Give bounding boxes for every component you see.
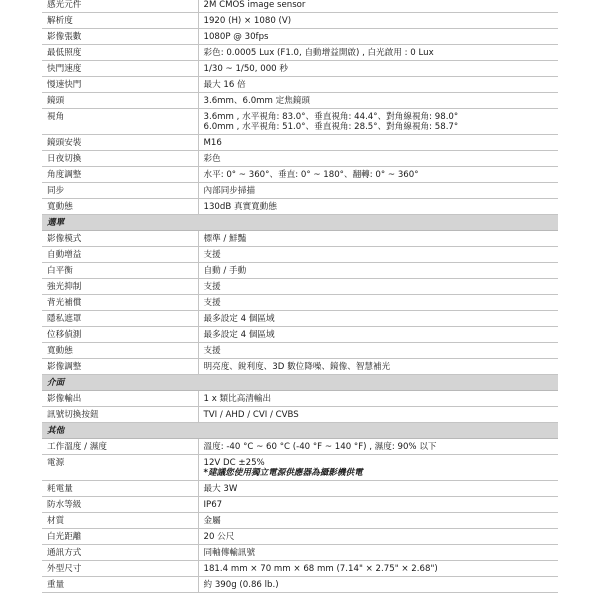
spec-value-line: 最多設定 4 個區域 xyxy=(203,330,275,340)
spec-value-line: 181.4 mm × 70 mm × 68 mm (7.14" × 2.75" × 2.68") xyxy=(203,564,438,574)
spec-key: 解析度 xyxy=(42,13,198,29)
spec-row xyxy=(42,77,558,93)
spec-value xyxy=(198,311,558,327)
spec-row xyxy=(42,167,558,183)
spec-key: 慢速快門 xyxy=(42,77,198,93)
spec-value xyxy=(198,93,558,109)
spec-value-line: IP67 xyxy=(203,500,223,510)
spec-row xyxy=(42,61,558,77)
spec-key: 白光距離 xyxy=(42,529,198,545)
spec-value xyxy=(198,77,558,93)
spec-value xyxy=(198,279,558,295)
spec-key: 同步 xyxy=(42,183,198,199)
spec-table xyxy=(42,0,558,593)
spec-value-line: 內部同步掃描 xyxy=(203,186,256,196)
spec-key: 寬動態 xyxy=(42,199,198,215)
spec-value-line: 支援 xyxy=(203,250,221,260)
spec-value xyxy=(198,529,558,545)
spec-row xyxy=(42,407,558,423)
spec-key: 背光補償 xyxy=(42,295,198,311)
spec-key: 角度調整 xyxy=(42,167,198,183)
spec-value-line: 20 公尺 xyxy=(203,532,235,542)
spec-key: 影像張數 xyxy=(42,29,198,45)
spec-key: 強光抑制 xyxy=(42,279,198,295)
spec-key: 重量 xyxy=(42,577,198,593)
spec-key: 外型尺寸 xyxy=(42,561,198,577)
spec-value xyxy=(198,455,558,481)
spec-value xyxy=(198,13,558,29)
spec-row xyxy=(42,295,558,311)
spec-value xyxy=(198,29,558,45)
spec-row xyxy=(42,13,558,29)
spec-row xyxy=(42,455,558,481)
spec-value-line: 支援 xyxy=(203,282,221,292)
spec-key: 電源 xyxy=(42,455,198,481)
spec-value-line: 130dB 真實寬動態 xyxy=(203,202,277,212)
spec-key: 寬動態 xyxy=(42,343,198,359)
spec-row xyxy=(42,327,558,343)
spec-value xyxy=(198,545,558,561)
spec-value xyxy=(198,513,558,529)
spec-table-body xyxy=(42,0,558,593)
spec-row xyxy=(42,199,558,215)
spec-key: 防水等級 xyxy=(42,497,198,513)
spec-value-line: 3.6mm、6.0mm 定焦鏡頭 xyxy=(203,96,311,106)
spec-row xyxy=(42,359,558,375)
spec-row xyxy=(42,391,558,407)
spec-row xyxy=(42,0,558,13)
spec-row xyxy=(42,545,558,561)
spec-value-line: 約 390g (0.86 lb.) xyxy=(203,580,279,590)
spec-key: 快門速度 xyxy=(42,61,198,77)
spec-note: *建議您使用獨立電源供應器為攝影機供電 xyxy=(203,468,363,478)
spec-value xyxy=(198,481,558,497)
spec-value xyxy=(198,135,558,151)
spec-row xyxy=(42,151,558,167)
spec-row xyxy=(42,343,558,359)
spec-key: 自動增益 xyxy=(42,247,198,263)
spec-value xyxy=(198,45,558,61)
spec-row xyxy=(42,231,558,247)
spec-key: 最低照度 xyxy=(42,45,198,61)
spec-value-line: 標準 / 鮮豔 xyxy=(203,234,247,244)
spec-value-line: 支援 xyxy=(203,346,221,356)
spec-value-line: 1/30 ~ 1/50, 000 秒 xyxy=(203,64,288,74)
spec-value-line: M16 xyxy=(203,138,222,148)
spec-value-line: 彩色: 0.0005 Lux (F1.0, 自動增益開啟) , 白光啟用 : 0 Lux xyxy=(203,48,434,58)
spec-value-line: 1920 (H) × 1080 (V) xyxy=(203,16,292,26)
spec-row xyxy=(42,279,558,295)
spec-row xyxy=(42,29,558,45)
spec-value-line: 彩色 xyxy=(203,154,221,164)
spec-value-line: 最大 3W xyxy=(203,484,238,494)
spec-value xyxy=(198,577,558,593)
spec-value xyxy=(198,327,558,343)
section-title: 介面 xyxy=(42,375,558,391)
spec-value xyxy=(198,199,558,215)
spec-key: 影像輸出 xyxy=(42,391,198,407)
spec-value xyxy=(198,247,558,263)
spec-row xyxy=(42,45,558,61)
spec-key: 感光元件 xyxy=(42,0,198,13)
spec-row xyxy=(42,109,558,135)
spec-row xyxy=(42,439,558,455)
spec-row xyxy=(42,561,558,577)
spec-value xyxy=(198,439,558,455)
spec-key: 隱私遮罩 xyxy=(42,311,198,327)
spec-row xyxy=(42,311,558,327)
spec-key: 位移偵測 xyxy=(42,327,198,343)
spec-value-line: 自動 / 手動 xyxy=(203,266,247,276)
spec-value-line: 同軸傳輸訊號 xyxy=(203,548,256,558)
spec-value xyxy=(198,0,558,13)
section-header xyxy=(42,215,558,231)
spec-key: 影像模式 xyxy=(42,231,198,247)
spec-value-line: 12V DC ±25% xyxy=(203,458,265,468)
spec-row xyxy=(42,577,558,593)
spec-value xyxy=(198,359,558,375)
section-header xyxy=(42,423,558,439)
spec-row xyxy=(42,481,558,497)
spec-key: 材質 xyxy=(42,513,198,529)
spec-value-line: 支援 xyxy=(203,298,221,308)
spec-row xyxy=(42,513,558,529)
spec-value xyxy=(198,343,558,359)
spec-value-line: 明亮度、銳利度、3D 數位降噪、鏡像、智慧補光 xyxy=(203,362,391,372)
spec-row xyxy=(42,529,558,545)
spec-key: 鏡頭 xyxy=(42,93,198,109)
section-header xyxy=(42,375,558,391)
spec-key: 影像調整 xyxy=(42,359,198,375)
spec-value-line: 1080P @ 30fps xyxy=(203,32,269,42)
spec-value-line: 金屬 xyxy=(203,516,221,526)
spec-key: 白平衡 xyxy=(42,263,198,279)
spec-value xyxy=(198,61,558,77)
spec-value-line: 2M CMOS image sensor xyxy=(203,0,306,10)
spec-value-line: 水平: 0° ~ 360°、垂直: 0° ~ 180°、翻轉: 0° ~ 360° xyxy=(203,170,419,180)
section-title: 選單 xyxy=(42,215,558,231)
spec-value xyxy=(198,263,558,279)
spec-value-line: 3.6mm , 水平視角: 83.0°、垂直視角: 44.4°、對角線視角: 98.0° xyxy=(203,112,459,122)
spec-row xyxy=(42,183,558,199)
spec-value-line: 最大 16 倍 xyxy=(203,80,246,90)
spec-value-line: 溫度: -40 °C ~ 60 °C (-40 °F ~ 140 °F) , 濕度: 90% 以下 xyxy=(203,442,437,452)
spec-row xyxy=(42,93,558,109)
spec-value-line: 6.0mm , 水平視角: 51.0°、垂直視角: 28.5°、對角線視角: 58.7° xyxy=(203,122,459,132)
spec-value xyxy=(198,183,558,199)
spec-row xyxy=(42,247,558,263)
spec-value-line: 最多設定 4 個區域 xyxy=(203,314,275,324)
spec-key: 日夜切換 xyxy=(42,151,198,167)
spec-key: 訊號切換按鈕 xyxy=(42,407,198,423)
spec-value xyxy=(198,561,558,577)
spec-key: 鏡頭安裝 xyxy=(42,135,198,151)
spec-key: 耗電量 xyxy=(42,481,198,497)
spec-value xyxy=(198,167,558,183)
spec-value xyxy=(198,407,558,423)
spec-value xyxy=(198,295,558,311)
spec-value xyxy=(198,151,558,167)
spec-key: 通訊方式 xyxy=(42,545,198,561)
spec-value xyxy=(198,109,558,135)
spec-value-line: 1 x 類比高清輸出 xyxy=(203,394,272,404)
spec-value xyxy=(198,497,558,513)
spec-sheet xyxy=(42,0,558,593)
spec-value xyxy=(198,231,558,247)
spec-key: 工作溫度 / 濕度 xyxy=(42,439,198,455)
spec-value-line: TVI / AHD / CVI / CVBS xyxy=(203,410,299,420)
section-title: 其他 xyxy=(42,423,558,439)
spec-row xyxy=(42,135,558,151)
spec-row xyxy=(42,497,558,513)
spec-key: 視角 xyxy=(42,109,198,135)
spec-row xyxy=(42,263,558,279)
spec-value xyxy=(198,391,558,407)
